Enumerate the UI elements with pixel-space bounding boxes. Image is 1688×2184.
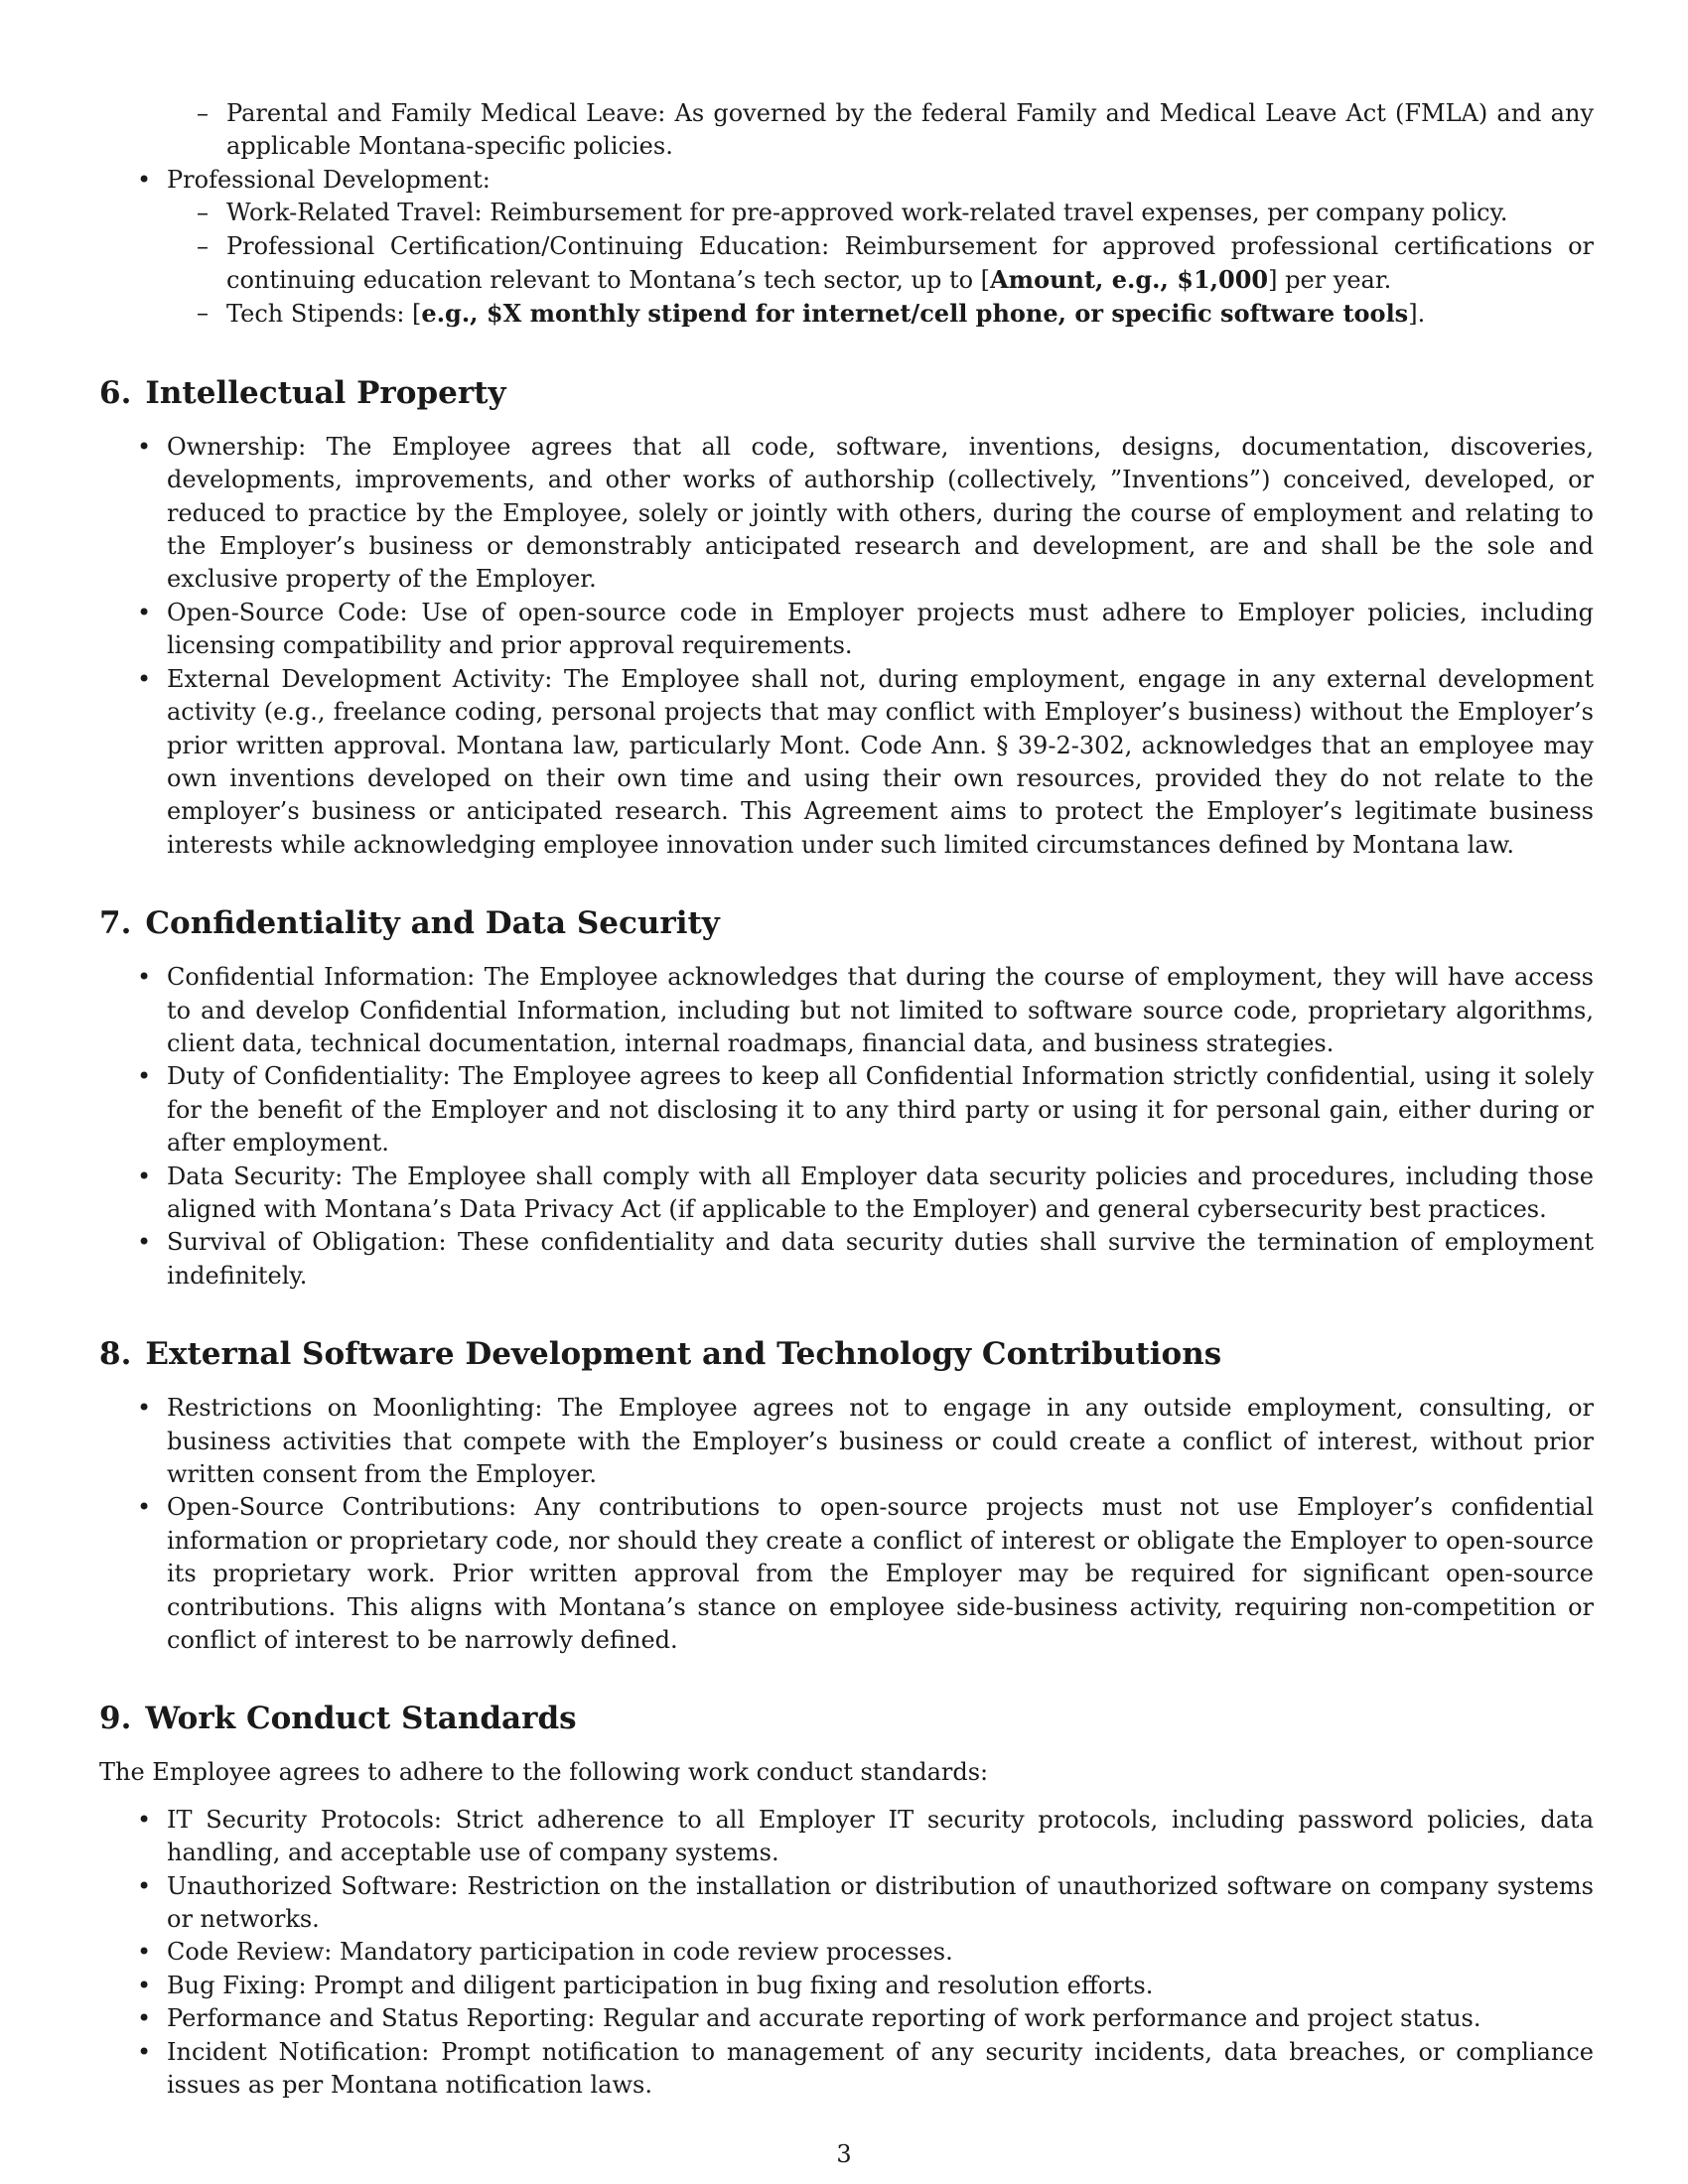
stipend-placeholder: e.g., $X monthly stipend for internet/cell phone, or specific software tools <box>421 299 1409 329</box>
list-item: • Open-Source Code: Use of open-source code in Employer projects must adhere to Employer policies, including licensing compatibility and prior approval requirements. <box>99 597 1594 663</box>
list-item: • Open-Source Contributions: Any contributions to open-source projects must not use Employer’s confidential information or proprietary code, nor should they create a conflict of interest or obligate the Employer to open-source its proprietary work. Prior written approval from the Employer may be required for significant open-source contributions. This aligns with Montana’s stance on employee side-business activity, requiring non-competition or conflict of interest to be narrowly defined. <box>99 1491 1594 1657</box>
section-9-heading <box>99 1699 1594 1738</box>
section-title: Work Conduct Standards <box>145 1701 577 1737</box>
stipend-item <box>99 297 1594 331</box>
list-item: • Bug Fixing: Prompt and diligent participation in bug fixing and resolution efforts. <box>99 1970 1594 2002</box>
section-6-list <box>99 431 1594 862</box>
section-title: Confidentiality and Data Security <box>145 905 720 942</box>
list-item: • Duty of Confidentiality: The Employee agrees to keep all Confidential Information strictly confidential, using it solely for the benefit of the Employer and not disclosing it to any third party or using it for personal gain, either during or after employment. <box>99 1060 1594 1160</box>
stipend-text-end: ]. <box>1408 300 1426 329</box>
professional-development-label: Professional Development: <box>167 165 491 194</box>
leave-item: – Parental and Family Medical Leave: As governed by the federal Family and Medical Leave Act (FMLA) and any applicable Montana-specific policies. <box>99 97 1594 164</box>
list-item <box>99 164 1594 332</box>
stipend-text: Tech Stipends: [ <box>226 300 422 329</box>
section-6-heading <box>99 373 1594 413</box>
certification-item <box>99 230 1594 298</box>
list-item: • Code Review: Mandatory participation in code review processes. <box>99 1936 1594 1969</box>
list-item: • Performance and Status Reporting: Regular and accurate reporting of work performance and project status. <box>99 2002 1594 2035</box>
list-item: • Incident Notification: Prompt notification to management of any security incidents, data breaches, or compliance issues as per Montana notification laws. <box>99 2036 1594 2103</box>
section-title: Intellectual Property <box>145 374 506 411</box>
section-7-heading <box>99 903 1594 943</box>
section-9-list <box>99 1804 1594 2103</box>
page-number: 3 <box>836 2140 852 2168</box>
list-item: • Survival of Obligation: These confidentiality and data security duties shall survive the termination of employment indefinitely. <box>99 1226 1594 1293</box>
certification-text: Professional Certification/Continuing Education: Reimbursement for approved professional certifications or continuing education relevant to Montana’s tech sector, up to [ <box>226 231 1594 295</box>
document-page <box>99 97 1594 2103</box>
section-8-list <box>99 1392 1594 1657</box>
section-7-list <box>99 961 1594 1293</box>
certification-text-end: ] per year. <box>1268 266 1392 295</box>
benefits-continued-list <box>99 97 1594 332</box>
list-item: • Confidential Information: The Employee acknowledges that during the course of employment, they will have access to and develop Confidential Information, including but not limited to software source code, proprietary algorithms, client data, technical documentation, internal roadmaps, financial data, and business strategies. <box>99 961 1594 1060</box>
list-item: • External Development Activity: The Employee shall not, during employment, engage in any external development activity (e.g., freelance coding, personal projects that may conflict with Employer’s business) without the Employer’s prior written approval. Montana law, particularly Mont. Code Ann. § 39-2-302, acknowledges that an employee may own inventions developed on their own time and using their own resources, provided they do not relate to the employer’s business or anticipated research. This Agreement aims to protect the Employer’s legitimate business interests while acknowledging employee innovation under such limited circumstances defined by Montana law. <box>99 663 1594 862</box>
section-9-intro: The Employee agrees to adhere to the following work conduct standards: <box>99 1758 989 1787</box>
certification-amount-placeholder: Amount, e.g., $1,000 <box>990 265 1269 295</box>
professional-development-sublist <box>99 197 1594 332</box>
section-8-heading <box>99 1334 1594 1374</box>
section-number: 7. <box>99 905 132 942</box>
leave-sublist <box>99 97 1594 164</box>
travel-item: – Work-Related Travel: Reimbursement for pre-approved work-related travel expenses, per company policy. <box>99 197 1594 229</box>
list-item: • Unauthorized Software: Restriction on the installation or distribution of unauthorized software on company systems or networks. <box>99 1870 1594 1937</box>
section-number: 8. <box>99 1336 132 1373</box>
section-number: 6. <box>99 374 132 411</box>
list-item: • Data Security: The Employee shall comply with all Employer data security policies and procedures, including those aligned with Montana’s Data Privacy Act (if applicable to the Employer) and general cybersecurity best practices. <box>99 1160 1594 1227</box>
list-item <box>99 97 1594 164</box>
section-title: External Software Development and Technology Contributions <box>145 1336 1222 1373</box>
list-item: • Ownership: The Employee agrees that all code, software, inventions, designs, documentation, discoveries, developments, improvements, and other works of authorship (collectively, ”Inventions”) conceived, developed, or reduced to practice by the Employee, solely or jointly with others, during the course of employment and relating to the Employer’s business or demonstrably anticipated research and development, are and shall be the sole and exclusive property of the Employer. <box>99 431 1594 597</box>
list-item: • IT Security Protocols: Strict adherence to all Employer IT security protocols, including password policies, data handling, and acceptable use of company systems. <box>99 1804 1594 1870</box>
list-item: • Restrictions on Moonlighting: The Employee agrees not to engage in any outside employment, consulting, or business activities that compete with the Employer’s business or could create a conflict of interest, without prior written consent from the Employer. <box>99 1392 1594 1491</box>
section-number: 9. <box>99 1701 132 1737</box>
